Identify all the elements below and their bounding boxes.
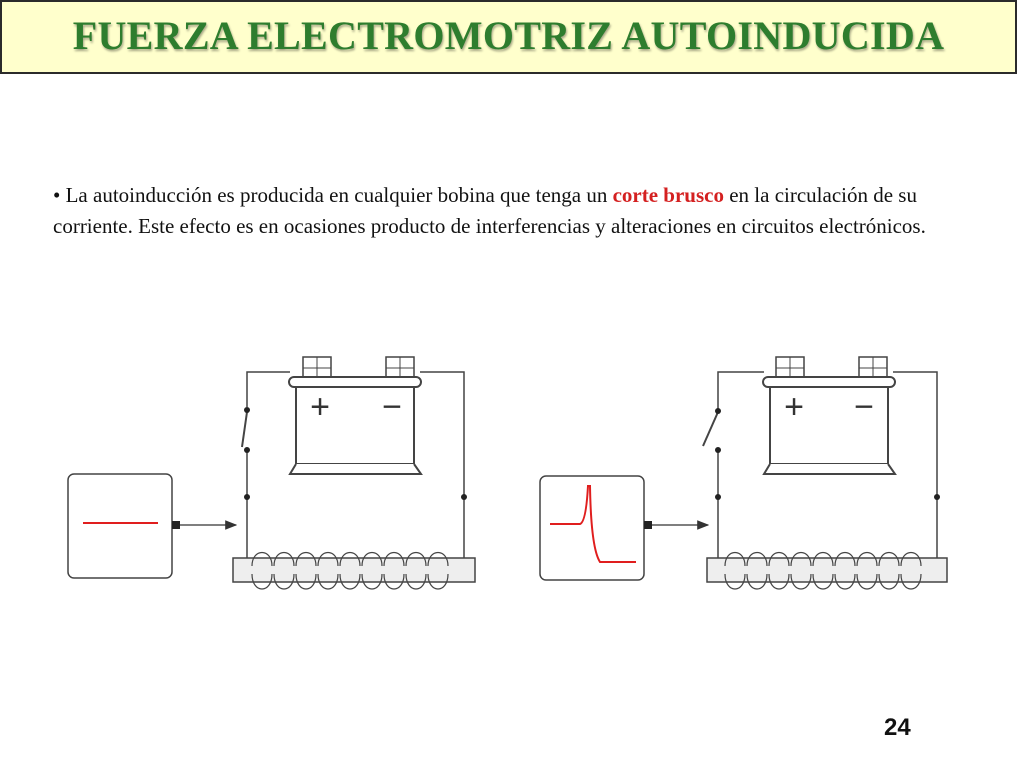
diagram-switch-open bbox=[540, 357, 947, 589]
emphasis-text: corte brusco bbox=[612, 183, 724, 207]
oscilloscope-flat-icon bbox=[68, 474, 236, 578]
bullet-text-end: en la circulación de su corriente. Este efecto es en ocasiones producto de interferencias y alteraciones en circuitos electrónicos. bbox=[53, 183, 926, 238]
battery-plus-label: + bbox=[784, 388, 804, 426]
oscilloscope-spike-icon bbox=[540, 476, 708, 580]
title-bar bbox=[0, 0, 1017, 74]
switch-closed-icon bbox=[242, 407, 250, 453]
page-number: 24 bbox=[884, 714, 911, 741]
switch-open-icon bbox=[703, 408, 721, 453]
coil-icon bbox=[707, 553, 947, 590]
bullet-text-start: La autoinducción es producida en cualquier bobina que tenga un bbox=[65, 183, 608, 207]
bullet-marker: • bbox=[53, 183, 61, 207]
battery-icon bbox=[763, 357, 895, 474]
circuit-diagrams bbox=[0, 340, 1024, 610]
battery-icon bbox=[289, 357, 421, 474]
battery-minus-label: − bbox=[854, 388, 874, 426]
coil-icon bbox=[233, 553, 475, 590]
diagram-switch-closed bbox=[68, 357, 475, 589]
slide-title: FUERZA ELECTROMOTRIZ AUTOINDUCIDA bbox=[72, 13, 945, 58]
battery-minus-label: − bbox=[382, 388, 402, 426]
bullet-paragraph bbox=[53, 180, 953, 242]
battery-plus-label: + bbox=[310, 388, 330, 426]
